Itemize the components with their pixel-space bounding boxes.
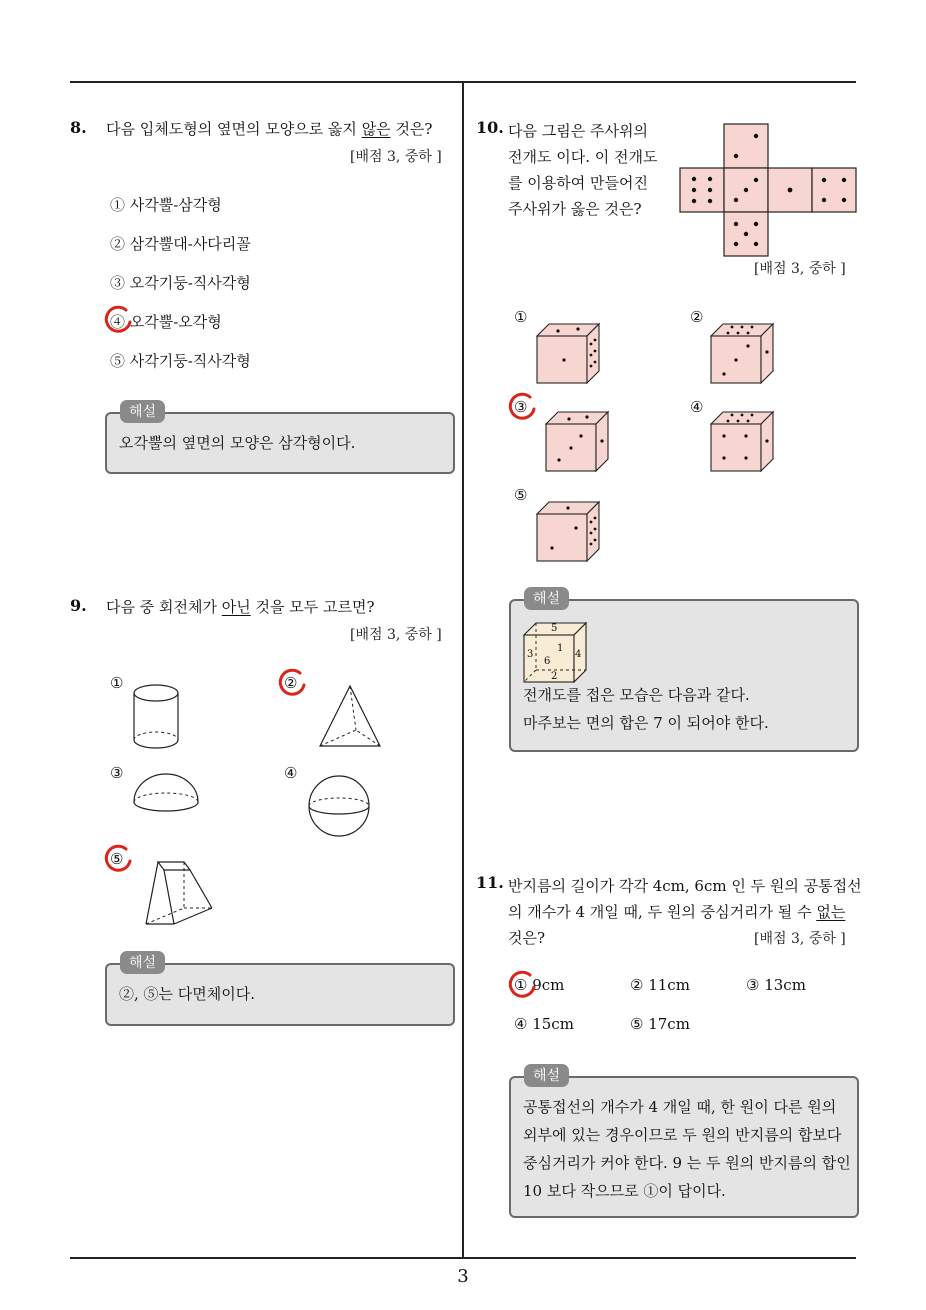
q9-header bbox=[70, 596, 87, 615]
answer-mark-icon bbox=[104, 844, 134, 874]
answer-mark-icon bbox=[508, 392, 538, 422]
q9-solution-text: ②, ⑤는 다면체이다. bbox=[119, 985, 256, 1003]
q8-choice-1[interactable]: ① 사각뿔-삼각형 bbox=[110, 196, 222, 214]
q8-choice-2[interactable]: ② 삼각뿔대-사다리꼴 bbox=[110, 235, 251, 253]
q8-choice-4[interactable]: ④ 오각뿔-오각형 bbox=[110, 313, 222, 331]
q9-label-2[interactable]: ② bbox=[284, 674, 298, 692]
q10-label-1[interactable]: ① bbox=[514, 308, 528, 326]
q9-meta: [배점 3, 중하 ] bbox=[350, 627, 442, 643]
die-option-3 bbox=[545, 410, 611, 472]
q9-label-3[interactable]: ③ bbox=[110, 764, 124, 782]
cube-number-front: 6 bbox=[544, 656, 551, 667]
q11-meta: [배점 3, 중하 ] bbox=[754, 931, 846, 947]
q8-choice-5[interactable]: ⑤ 사각기둥-직사각형 bbox=[110, 352, 251, 370]
page-number: 3 bbox=[457, 1266, 469, 1287]
q10-label-3[interactable]: ③ bbox=[514, 398, 528, 416]
answer-mark-icon bbox=[508, 970, 538, 1000]
q9-label-4[interactable]: ④ bbox=[284, 764, 298, 782]
q9-question: 다음 중 회전체가 아닌 것을 모두 고르면? bbox=[106, 598, 375, 616]
q10-solution-tag: 해설 bbox=[524, 587, 569, 610]
answer-mark-icon bbox=[278, 668, 308, 698]
q11-choice-2[interactable]: ② 11cm bbox=[630, 976, 690, 994]
q9-label-1[interactable]: ① bbox=[110, 674, 124, 692]
q9-number: 9. bbox=[70, 596, 87, 615]
q11-choice-3[interactable]: ③ 13cm bbox=[746, 976, 806, 994]
q8-meta: [배점 3, 중하 ] bbox=[350, 149, 442, 165]
q8-question: 다음 입체도형의 옆면의 모양으로 옳지 않은 것은? bbox=[106, 120, 433, 138]
q10-label-5[interactable]: ⑤ bbox=[514, 486, 528, 504]
die-option-1 bbox=[536, 322, 602, 384]
cube-number-left: 3 bbox=[527, 649, 534, 660]
hemisphere-figure bbox=[128, 772, 204, 822]
q8-choice-3[interactable]: ③ 오각기둥-직사각형 bbox=[110, 274, 251, 292]
cube-number-right: 4 bbox=[575, 649, 582, 660]
q8-solution-tag: 해설 bbox=[120, 400, 165, 423]
q9-emphasis: 아닌 bbox=[221, 598, 251, 616]
q9-label-5[interactable]: ⑤ bbox=[110, 850, 124, 868]
die-option-4 bbox=[710, 410, 776, 472]
frustum-figure bbox=[140, 858, 220, 930]
q10-solution-text: 전개도를 접은 모습은 다음과 같다. 마주보는 면의 합은 7 이 되어야 한다. bbox=[523, 686, 769, 732]
q11-solution-tag: 해설 bbox=[524, 1064, 569, 1087]
q11-choice-1[interactable]: ① 9cm bbox=[514, 976, 565, 994]
q11-header bbox=[476, 873, 504, 892]
die-net-figure bbox=[678, 122, 858, 260]
q11-solution-text: 공통접선의 개수가 4 개일 때, 한 원이 다른 원의 외부에 있는 경우이므로 두 원의 반지름의 합보다 중심거리가 커야 한다. 9 는 두 원의 반지름의 합인 10 보다 작으므로 ①이 답이다. bbox=[523, 1098, 851, 1200]
cube-number-bottom: 2 bbox=[551, 671, 558, 682]
q10-solution-box bbox=[509, 599, 859, 752]
q11-choice-5[interactable]: ⑤ 17cm bbox=[630, 1015, 690, 1033]
q9-solution-tag: 해설 bbox=[120, 951, 165, 974]
q11-number: 11. bbox=[476, 873, 504, 892]
cube-number-back: 1 bbox=[557, 643, 564, 654]
q10-header bbox=[476, 118, 504, 137]
die-option-2 bbox=[710, 322, 776, 384]
triangular-pyramid-figure bbox=[314, 682, 386, 752]
answer-mark-icon bbox=[104, 305, 134, 335]
column-divider bbox=[462, 83, 464, 1257]
q10-label-4[interactable]: ④ bbox=[690, 398, 704, 416]
q8-header bbox=[70, 118, 87, 137]
q8-solution-text: 오각뿔의 옆면의 모양은 삼각형이다. bbox=[119, 434, 356, 452]
q8-emphasis: 않은 bbox=[361, 120, 391, 138]
q11-choice-4[interactable]: ④ 15cm bbox=[514, 1015, 574, 1033]
bottom-rule bbox=[70, 1257, 856, 1259]
q11-question: 반지름의 길이가 각각 4cm, 6cm 인 두 원의 공통접선 의 개수가 4 개일 때, 두 원의 중심거리가 될 수 없는 것은? bbox=[508, 877, 862, 947]
q10-label-2[interactable]: ② bbox=[690, 308, 704, 326]
q11-solution-box bbox=[509, 1076, 859, 1218]
q8-number: 8. bbox=[70, 118, 87, 137]
cube-number-top: 5 bbox=[551, 623, 558, 634]
q10-meta: [배점 3, 중하 ] bbox=[754, 261, 846, 277]
q10-question: 다음 그림은 주사위의 전개도 이다. 이 전개도 를 이용하여 만들어진 주사위가 옳은 것은? bbox=[508, 122, 658, 218]
die-option-5 bbox=[536, 500, 602, 562]
q10-number: 10. bbox=[476, 118, 504, 137]
sphere-figure bbox=[303, 772, 375, 840]
q11-emphasis: 없는 bbox=[816, 903, 846, 921]
cylinder-figure bbox=[128, 682, 184, 752]
